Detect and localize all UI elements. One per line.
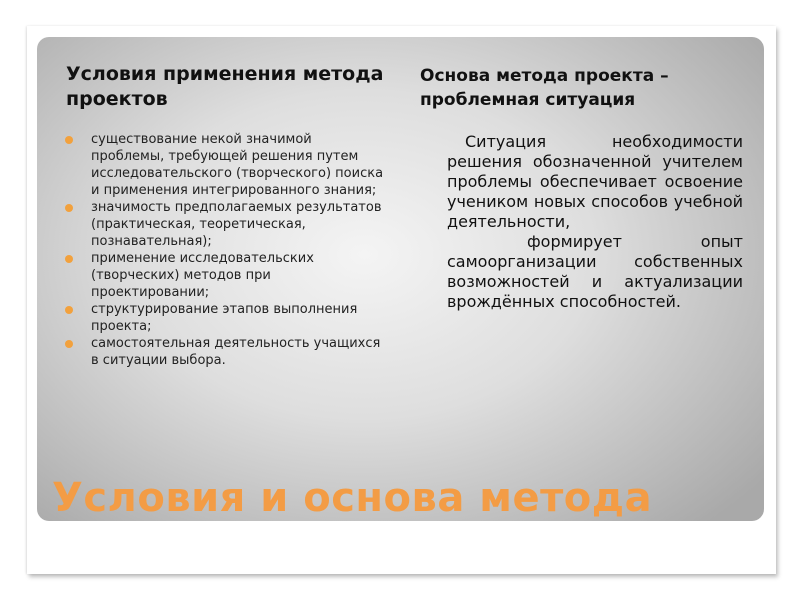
right-column-paragraph bbox=[447, 132, 743, 312]
bullet-dot-icon bbox=[65, 306, 73, 314]
list-item bbox=[65, 131, 385, 199]
list-item-text: значимость предполагаемых результатов (практическая, теоретическая, познавательная); bbox=[91, 200, 382, 249]
list-item-text: самостоятельная деятельность учащихся в ситуации выбора. bbox=[91, 336, 381, 368]
conditions-list bbox=[65, 131, 385, 369]
paragraph-part-1: Ситуация необходимости решения обозначенной учителем проблемы обеспечивает освоение учеником новых способов учебной деятельности, bbox=[447, 132, 743, 231]
list-item bbox=[65, 250, 385, 301]
paragraph-part-2: формирует опыт самоорганизации собственных возможностей и актуализации врождённых способностей. bbox=[447, 232, 743, 311]
bullet-dot-icon bbox=[65, 340, 73, 348]
list-item bbox=[65, 335, 385, 369]
list-item-text: применение исследовательских (творческих) методов при проектировании; bbox=[91, 251, 314, 300]
bullet-dot-icon bbox=[65, 255, 73, 263]
bullet-dot-icon bbox=[65, 204, 73, 212]
left-column-heading: Условия применения метода проектов bbox=[66, 63, 384, 110]
list-item-text: существование некой значимой проблемы, требующей решения путем исследовательского (творческого) поиска и применения интегрированного знания; bbox=[91, 132, 384, 198]
list-item bbox=[65, 199, 385, 250]
slide-title: Условия и основа метода bbox=[52, 475, 653, 521]
list-item bbox=[65, 301, 385, 335]
right-column-heading: Основа метода проекта – проблемная ситуация bbox=[420, 66, 669, 110]
bullet-dot-icon bbox=[65, 136, 73, 144]
list-item-text: структурирование этапов выполнения проекта; bbox=[91, 302, 358, 334]
